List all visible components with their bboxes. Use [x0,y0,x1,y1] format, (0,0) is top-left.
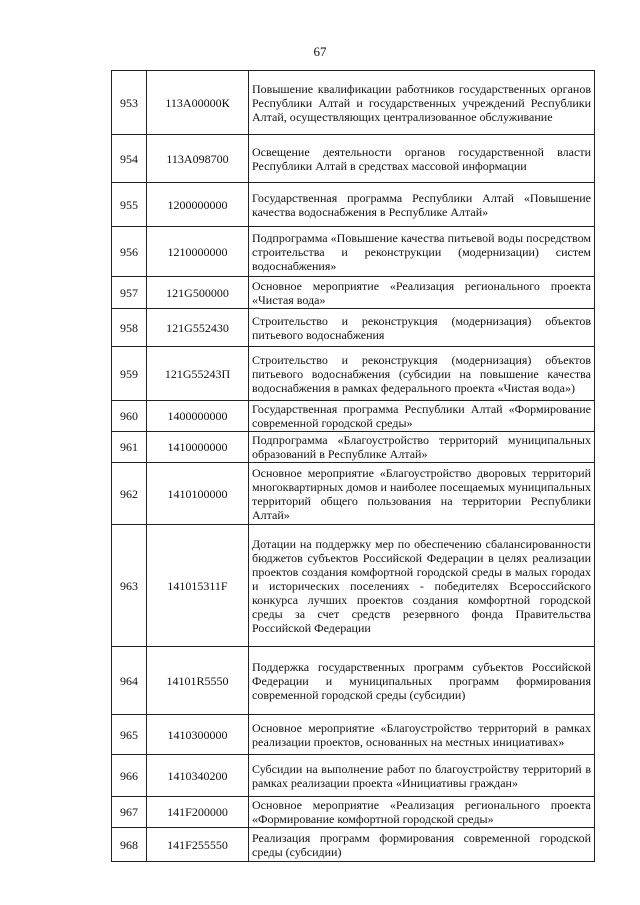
row-number: 968 [112,828,147,862]
row-description: Подпрограмма «Благоустройство территорий муниципальных образований в Республике Алтай» [249,432,595,463]
row-number: 959 [112,347,147,401]
row-description: Строительство и реконструкция (модернизация) объектов питьевого водоснабжения (субсидии на повышение качества водоснабжения в рамках федерального проекта «Чистая вода») [249,347,595,401]
row-code: 113А098700 [147,135,249,183]
row-description: Основное мероприятие «Реализация регионального проекта «Чистая вода» [249,277,595,309]
table-row [112,828,595,862]
table-row [112,309,595,347]
row-description: Государственная программа Республики Алтай «Формирование современной городской среды» [249,401,595,432]
row-description: Основное мероприятие «Благоустройство территорий в рамках реализации проектов, основанных на местных инициативах» [249,715,595,755]
table-row [112,183,595,227]
table-row [112,277,595,309]
row-code: 1410000000 [147,432,249,463]
row-description: Основное мероприятие «Благоустройство дворовых территорий многоквартирных домов и наиболее посещаемых муниципальных территорий общего пользования на территории Республики Алтай» [249,463,595,525]
row-number: 956 [112,227,147,277]
row-description: Освещение деятельности органов государственной власти Республики Алтай в средствах массовой информации [249,135,595,183]
row-code: 141F200000 [147,797,249,828]
row-code: 1210000000 [147,227,249,277]
table-row [112,715,595,755]
row-number: 963 [112,525,147,647]
row-description: Дотации на поддержку мер по обеспечению сбалансированности бюджетов субъектов Российской Федерации в целях реализации проектов создания комфортной городской среды в малых городах и исторических поселениях - победителях Всероссийского конкурса лучших проектов создания комфортной городской среды за счет средств резервного фонда Правительства Российской Федерации [249,525,595,647]
row-code: 1410100000 [147,463,249,525]
table-row [112,797,595,828]
row-number: 955 [112,183,147,227]
row-number: 961 [112,432,147,463]
page-number: 67 [313,44,327,59]
row-number: 953 [112,71,147,135]
table-row [112,135,595,183]
row-code: 1400000000 [147,401,249,432]
row-code: 1410300000 [147,715,249,755]
row-number: 958 [112,309,147,347]
row-code: 141F255550 [147,828,249,862]
row-description: Субсидии на выполнение работ по благоустройству территорий в рамках реализации проекта «Инициативы граждан» [249,755,595,797]
table-row [112,71,595,135]
row-code: 121G500000 [147,277,249,309]
row-description: Реализация программ формирования современной городской среды (субсидии) [249,828,595,862]
table-row [112,227,595,277]
row-description: Повышение квалификации работников государственных органов Республики Алтай и государственных учреждений Республики Алтай, осуществляющих централизованное обслуживание [249,71,595,135]
row-code: 113А00000К [147,71,249,135]
table-row [112,347,595,401]
row-description: Поддержка государственных программ субъектов Российской Федерации и муниципальных программ формирования современной городской среды (субсидии) [249,647,595,715]
row-number: 954 [112,135,147,183]
table-row [112,755,595,797]
row-code: 121G55243П [147,347,249,401]
row-code: 1410340200 [147,755,249,797]
budget-classification-table [111,70,595,862]
row-number: 964 [112,647,147,715]
row-code: 121G552430 [147,309,249,347]
row-description: Основное мероприятие «Реализация регионального проекта «Формирование комфортной городской среды» [249,797,595,828]
table-row [112,432,595,463]
table-row [112,463,595,525]
row-number: 962 [112,463,147,525]
row-number: 966 [112,755,147,797]
row-description: Подпрограмма «Повышение качества питьевой воды посредством строительства и реконструкции (модернизации) систем водоснабжения» [249,227,595,277]
row-number: 960 [112,401,147,432]
row-description: Государственная программа Республики Алтай «Повышение качества водоснабжения в Республике Алтай» [249,183,595,227]
table-row [112,647,595,715]
row-number: 957 [112,277,147,309]
row-description: Строительство и реконструкция (модернизация) объектов питьевого водоснабжения [249,309,595,347]
row-number: 965 [112,715,147,755]
table-row [112,525,595,647]
table-row [112,401,595,432]
row-code: 141015311F [147,525,249,647]
row-number: 967 [112,797,147,828]
row-code: 14101R5550 [147,647,249,715]
row-code: 1200000000 [147,183,249,227]
